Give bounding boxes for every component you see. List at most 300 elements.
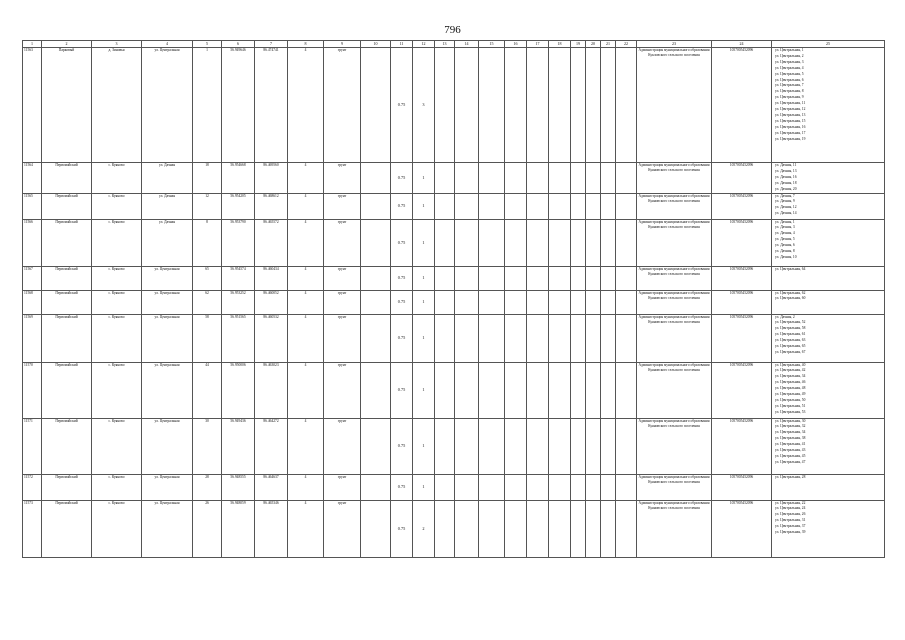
table-row (23, 290, 885, 314)
column-number: 14 (455, 41, 479, 48)
row-id: 11565 (23, 193, 42, 219)
served-address: ул. Центральная, 60 (775, 296, 806, 301)
container-count-cell: 1 (413, 362, 435, 418)
container-count-cell: 1 (413, 193, 435, 219)
empty-cell (586, 474, 601, 500)
row-id: 11568 (23, 290, 42, 314)
empty-cell (549, 48, 571, 163)
column-number: 22 (616, 41, 637, 48)
owner-cell: Администрация муниципального образования Куяновского сельского поселения (637, 219, 712, 266)
empty-cell (586, 48, 601, 163)
empty-cell (505, 193, 527, 219)
empty-cell (455, 418, 479, 474)
house-cell: 58 (193, 314, 222, 362)
empty-cell (435, 266, 455, 290)
area-cell: 0.75 (391, 418, 413, 474)
longitude-cell: 86.464272 (255, 418, 288, 474)
table-row (23, 48, 885, 163)
house-cell: 28 (193, 474, 222, 500)
street-cell: ул. Дачная (142, 219, 193, 266)
empty-cell (505, 314, 527, 362)
inn-cell: 1057005452096 (712, 163, 772, 194)
longitude-cell: 86.474741 (255, 48, 288, 163)
empty-cell (616, 48, 637, 163)
column-number: 18 (549, 41, 571, 48)
district-cell: Первомайский (42, 266, 92, 290)
column-8-cell: 4 (288, 193, 324, 219)
column-8-cell: 4 (288, 219, 324, 266)
column-8-cell: 4 (288, 474, 324, 500)
column-8-cell: 4 (288, 418, 324, 474)
owner-cell: Администрация муниципального образования Куяновского сельского поселения (637, 474, 712, 500)
area-cell: 0.75 (391, 362, 413, 418)
empty-cell (435, 219, 455, 266)
inn-cell: 1057005452096 (712, 314, 772, 362)
empty-cell (549, 418, 571, 474)
district-cell: Первомайский (42, 193, 92, 219)
column-number: 25 (772, 41, 885, 48)
empty-cell (601, 266, 616, 290)
column-8-cell: 4 (288, 362, 324, 418)
column-number: 19 (571, 41, 586, 48)
served-addresses-cell (772, 193, 885, 219)
empty-cell (549, 163, 571, 194)
served-address: ул. Центральная, 28 (775, 474, 806, 479)
served-address: ул. Центральная, 49 (775, 392, 806, 397)
empty-cell (616, 163, 637, 194)
owner-cell: Администрация муниципального образования Куяновского сельского поселения (637, 314, 712, 362)
longitude-cell: 86.460052 (255, 290, 288, 314)
latitude-cell: 56.948059 (222, 500, 255, 557)
empty-cell (455, 266, 479, 290)
empty-cell (455, 290, 479, 314)
owner-cell: Администрация муниципального образования Кукловского сельского поселения (637, 48, 712, 163)
served-address: ул. Центральная, 3 (775, 59, 804, 64)
empty-cell (361, 48, 391, 163)
area-cell: 0.75 (391, 193, 413, 219)
house-cell: 26 (193, 500, 222, 557)
column-8-cell: 4 (288, 290, 324, 314)
owner-cell: Администрация муниципального образования Куяновского сельского поселения (637, 418, 712, 474)
served-address: ул. Центральная, 41 (775, 442, 806, 447)
empty-cell (601, 314, 616, 362)
latitude-cell: 56.951565 (222, 314, 255, 362)
empty-cell (361, 500, 391, 557)
empty-cell (361, 193, 391, 219)
served-address: ул. Центральная, 17 (775, 130, 806, 135)
empty-cell (601, 418, 616, 474)
empty-cell (601, 474, 616, 500)
longitude-cell: 86.469560 (255, 163, 288, 194)
column-number: 9 (324, 41, 361, 48)
table-row (23, 314, 885, 362)
empty-cell (586, 193, 601, 219)
empty-cell (616, 314, 637, 362)
column-number: 20 (586, 41, 601, 48)
empty-cell (571, 500, 586, 557)
row-id: 11571 (23, 418, 42, 474)
column-number: 15 (479, 41, 505, 48)
served-address: ул. Центральная, 32 (775, 424, 806, 429)
served-address: ул. Центральная, 13 (775, 112, 806, 117)
inn-cell: 1057005452096 (712, 474, 772, 500)
served-address: ул. Дачная, 16 (775, 174, 797, 179)
column-number: 7 (255, 41, 288, 48)
house-cell: 18 (193, 163, 222, 194)
empty-cell (479, 163, 505, 194)
owner-cell: Администрация муниципального образования Куяновского сельского поселения (637, 290, 712, 314)
row-id: 11572 (23, 474, 42, 500)
area-cell: 0.75 (391, 266, 413, 290)
table-row (23, 163, 885, 194)
street-cell: ул. Центральная (142, 474, 193, 500)
empty-cell (616, 474, 637, 500)
district-cell: Первомайский (42, 314, 92, 362)
served-address: ул. Центральная, 37 (775, 524, 806, 529)
served-address: ул. Центральная, 48 (775, 386, 806, 391)
container-count-cell: 1 (413, 314, 435, 362)
column-number: 8 (288, 41, 324, 48)
longitude-cell: 86.460434 (255, 266, 288, 290)
inn-cell: 1057005452096 (712, 362, 772, 418)
locality-cell: д. Зиновья (92, 48, 142, 163)
empty-cell (479, 362, 505, 418)
served-address: ул. Центральная, 30 (775, 418, 806, 423)
empty-cell (505, 163, 527, 194)
longitude-cell: 86.465572 (255, 219, 288, 266)
empty-cell (527, 219, 549, 266)
table-row (23, 474, 885, 500)
empty-cell (586, 290, 601, 314)
district-cell: Первомайский (42, 474, 92, 500)
owner-cell: Администрация муниципального образования Куяновского сельского поселения (637, 266, 712, 290)
surface-cell: грунт (324, 163, 361, 194)
served-address: ул. Центральная, 6 (775, 77, 804, 82)
served-address: ул. Центральная, 1 (775, 48, 804, 52)
empty-cell (601, 163, 616, 194)
empty-cell (505, 362, 527, 418)
empty-cell (361, 314, 391, 362)
empty-cell (435, 362, 455, 418)
surface-cell: грунт (324, 362, 361, 418)
area-cell: 0.75 (391, 500, 413, 557)
latitude-cell: 56.953790 (222, 219, 255, 266)
empty-cell (549, 362, 571, 418)
empty-cell (571, 418, 586, 474)
district-cell: Первомайский (42, 163, 92, 194)
column-number: 3 (92, 41, 142, 48)
served-address: ул. Центральная, 8 (775, 89, 804, 94)
empty-cell (616, 266, 637, 290)
column-number: 21 (601, 41, 616, 48)
served-address: ул. Дачная, 5 (775, 237, 795, 242)
empty-cell (455, 163, 479, 194)
street-cell: ул. Центральная (142, 418, 193, 474)
inn-cell: 1057005452096 (712, 48, 772, 163)
served-address: ул. Дачная, 13 (775, 168, 797, 173)
served-address: ул. Центральная, 38 (775, 436, 806, 441)
served-address: ул. Центральная, 58 (775, 326, 806, 331)
served-address: ул. Центральная, 26 (775, 512, 806, 517)
table-row (23, 500, 885, 557)
latitude-cell: 56.949646 (222, 48, 255, 163)
served-address: ул. Центральная, 24 (775, 506, 806, 511)
served-address: ул. Центральная, 46 (775, 380, 806, 385)
empty-cell (527, 500, 549, 557)
served-address: ул. Дачная, 12 (775, 205, 797, 210)
area-cell: 0.75 (391, 290, 413, 314)
empty-cell (361, 219, 391, 266)
surface-cell: грунт (324, 193, 361, 219)
street-cell: ул. Центральная (142, 48, 193, 163)
empty-cell (527, 362, 549, 418)
served-addresses-cell (772, 362, 885, 418)
column-number: 2 (42, 41, 92, 48)
owner-cell: Администрация муниципального образования Куяновского сельского поселения (637, 500, 712, 557)
column-8-cell: 4 (288, 500, 324, 557)
empty-cell (435, 418, 455, 474)
served-addresses-cell (772, 266, 885, 290)
row-id: 11570 (23, 362, 42, 418)
empty-cell (549, 474, 571, 500)
empty-cell (505, 474, 527, 500)
served-address: ул. Центральная, 65 (775, 344, 806, 349)
latitude-cell: 56.954205 (222, 193, 255, 219)
column-number: 24 (712, 41, 772, 48)
empty-cell (571, 266, 586, 290)
district-cell: Первомайский (42, 362, 92, 418)
container-count-cell: 2 (413, 500, 435, 557)
house-cell: 30 (193, 418, 222, 474)
latitude-cell: 56.954668 (222, 163, 255, 194)
owner-cell: Администрация муниципального образования Куяновского сельского поселения (637, 163, 712, 194)
empty-cell (505, 418, 527, 474)
empty-cell (505, 500, 527, 557)
empty-cell (549, 193, 571, 219)
column-number: 12 (413, 41, 435, 48)
empty-cell (549, 290, 571, 314)
owner-cell: Администрация муниципального образования Куяновского сельского поселения (637, 193, 712, 219)
empty-cell (601, 48, 616, 163)
longitude-cell: 86.468612 (255, 193, 288, 219)
street-cell: ул. Дачная (142, 163, 193, 194)
empty-cell (455, 314, 479, 362)
served-address: ул. Центральная, 42 (775, 368, 806, 373)
longitude-cell: 86.464637 (255, 474, 288, 500)
surface-cell: грунт (324, 314, 361, 362)
column-number-row (23, 41, 885, 48)
served-address: ул. Центральная, 34 (775, 430, 806, 435)
empty-cell (527, 290, 549, 314)
served-address: ул. Дачная, 18 (775, 180, 797, 185)
empty-cell (549, 314, 571, 362)
served-address: ул. Центральная, 12 (775, 107, 806, 112)
empty-cell (571, 314, 586, 362)
served-address: ул. Центральная, 11 (775, 101, 806, 106)
served-address: ул. Дачная, 9 (775, 199, 795, 204)
empty-cell (571, 219, 586, 266)
empty-cell (586, 163, 601, 194)
empty-cell (455, 362, 479, 418)
served-addresses-cell (772, 500, 885, 557)
empty-cell (601, 219, 616, 266)
house-cell: 1 (193, 48, 222, 163)
surface-cell: грунт (324, 500, 361, 557)
district-cell: Первомайский (42, 500, 92, 557)
inn-cell: 1057005452096 (712, 418, 772, 474)
empty-cell (361, 163, 391, 194)
locality-cell: с. Куяново (92, 418, 142, 474)
inn-cell: 1057005452096 (712, 193, 772, 219)
served-addresses-cell (772, 418, 885, 474)
empty-cell (361, 474, 391, 500)
surface-cell: грунт (324, 219, 361, 266)
column-8-cell: 4 (288, 314, 324, 362)
empty-cell (586, 362, 601, 418)
table-row (23, 266, 885, 290)
empty-cell (549, 266, 571, 290)
served-address: ул. Центральная, 16 (775, 124, 806, 129)
served-address: ул. Центральная, 51 (775, 403, 806, 408)
locality-cell: с. Куяново (92, 500, 142, 557)
locality-cell: с. Куяново (92, 219, 142, 266)
empty-cell (479, 48, 505, 163)
served-address: ул. Центральная, 62 (775, 290, 806, 295)
district-cell: Первомайский (42, 418, 92, 474)
container-count-cell: 1 (413, 219, 435, 266)
served-addresses-cell (772, 474, 885, 500)
served-addresses-cell (772, 163, 885, 194)
empty-cell (455, 474, 479, 500)
empty-cell (505, 290, 527, 314)
row-id: 11567 (23, 266, 42, 290)
table-row (23, 418, 885, 474)
surface-cell: грунт (324, 266, 361, 290)
served-address: ул. Центральная, 22 (775, 500, 806, 505)
served-address: ул. Дачная, 10 (775, 254, 797, 259)
empty-cell (435, 163, 455, 194)
empty-cell (435, 290, 455, 314)
empty-cell (527, 163, 549, 194)
empty-cell (527, 474, 549, 500)
table-body (23, 48, 885, 558)
empty-cell (616, 290, 637, 314)
empty-cell (586, 314, 601, 362)
empty-cell (616, 500, 637, 557)
empty-cell (505, 219, 527, 266)
served-address: ул. Центральная, 4 (775, 65, 804, 70)
served-address: ул. Дачная, 2 (775, 314, 795, 319)
served-address: ул. Дачная, 20 (775, 186, 797, 191)
latitude-cell: 56.953252 (222, 290, 255, 314)
served-addresses-cell (772, 290, 885, 314)
empty-cell (586, 266, 601, 290)
latitude-cell: 56.948555 (222, 474, 255, 500)
empty-cell (435, 314, 455, 362)
street-cell: ул. Центральная (142, 314, 193, 362)
served-address: ул. Центральная, 63 (775, 338, 806, 343)
served-addresses-cell (772, 48, 885, 163)
column-number: 23 (637, 41, 712, 48)
locality-cell: с. Куяново (92, 314, 142, 362)
column-number: 1 (23, 41, 42, 48)
column-number: 5 (193, 41, 222, 48)
served-address: ул. Дачная, 11 (775, 163, 797, 167)
empty-cell (601, 500, 616, 557)
empty-cell (479, 418, 505, 474)
container-count-cell: 1 (413, 163, 435, 194)
area-cell: 0.75 (391, 219, 413, 266)
row-id: 11573 (23, 500, 42, 557)
street-cell: ул. Центральная (142, 500, 193, 557)
served-address: ул. Центральная, 9 (775, 95, 804, 100)
surface-cell: грунт (324, 474, 361, 500)
served-address: ул. Центральная, 61 (775, 332, 806, 337)
table-row (23, 219, 885, 266)
empty-cell (361, 362, 391, 418)
empty-cell (455, 48, 479, 163)
empty-cell (479, 266, 505, 290)
served-address: ул. Центральная, 7 (775, 83, 804, 88)
empty-cell (479, 474, 505, 500)
served-address: ул. Центральная, 64 (775, 266, 806, 271)
house-cell: 62 (193, 290, 222, 314)
longitude-cell: 86.465346 (255, 500, 288, 557)
served-address: ул. Центральная, 15 (775, 118, 806, 123)
served-address: ул. Дачная, 8 (775, 249, 795, 254)
row-id: 11566 (23, 219, 42, 266)
column-number: 17 (527, 41, 549, 48)
served-address: ул. Дачная, 4 (775, 231, 795, 236)
empty-cell (361, 266, 391, 290)
owner-cell: Администрация муниципального образования Куяновского сельского поселения (637, 362, 712, 418)
street-cell: ул. Центральная (142, 362, 193, 418)
empty-cell (479, 219, 505, 266)
empty-cell (479, 314, 505, 362)
latitude-cell: 56.949436 (222, 418, 255, 474)
empty-cell (571, 290, 586, 314)
served-addresses-cell (772, 314, 885, 362)
table-row (23, 193, 885, 219)
empty-cell (616, 418, 637, 474)
served-address: ул. Центральная, 53 (775, 409, 806, 414)
area-cell: 0.75 (391, 314, 413, 362)
locality-cell: с. Куяново (92, 266, 142, 290)
served-address: ул. Центральная, 34 (775, 374, 806, 379)
latitude-cell: 56.950006 (222, 362, 255, 418)
served-address: ул. Центральная, 47 (775, 459, 806, 464)
empty-cell (479, 290, 505, 314)
empty-cell (361, 418, 391, 474)
empty-cell (505, 48, 527, 163)
empty-cell (527, 266, 549, 290)
served-address: ул. Центральная, 5 (775, 71, 804, 76)
empty-cell (435, 48, 455, 163)
house-cell: 12 (193, 193, 222, 219)
locality-cell: с. Куяново (92, 362, 142, 418)
inn-cell: 1057005452096 (712, 219, 772, 266)
empty-cell (586, 418, 601, 474)
house-cell: 65 (193, 266, 222, 290)
house-cell: 44 (193, 362, 222, 418)
column-number: 16 (505, 41, 527, 48)
empty-cell (455, 193, 479, 219)
row-id: 11563 (23, 48, 42, 163)
served-address: ул. Центральная, 40 (775, 362, 806, 367)
area-cell: 0.75 (391, 474, 413, 500)
area-cell: 0.75 (391, 163, 413, 194)
empty-cell (527, 193, 549, 219)
